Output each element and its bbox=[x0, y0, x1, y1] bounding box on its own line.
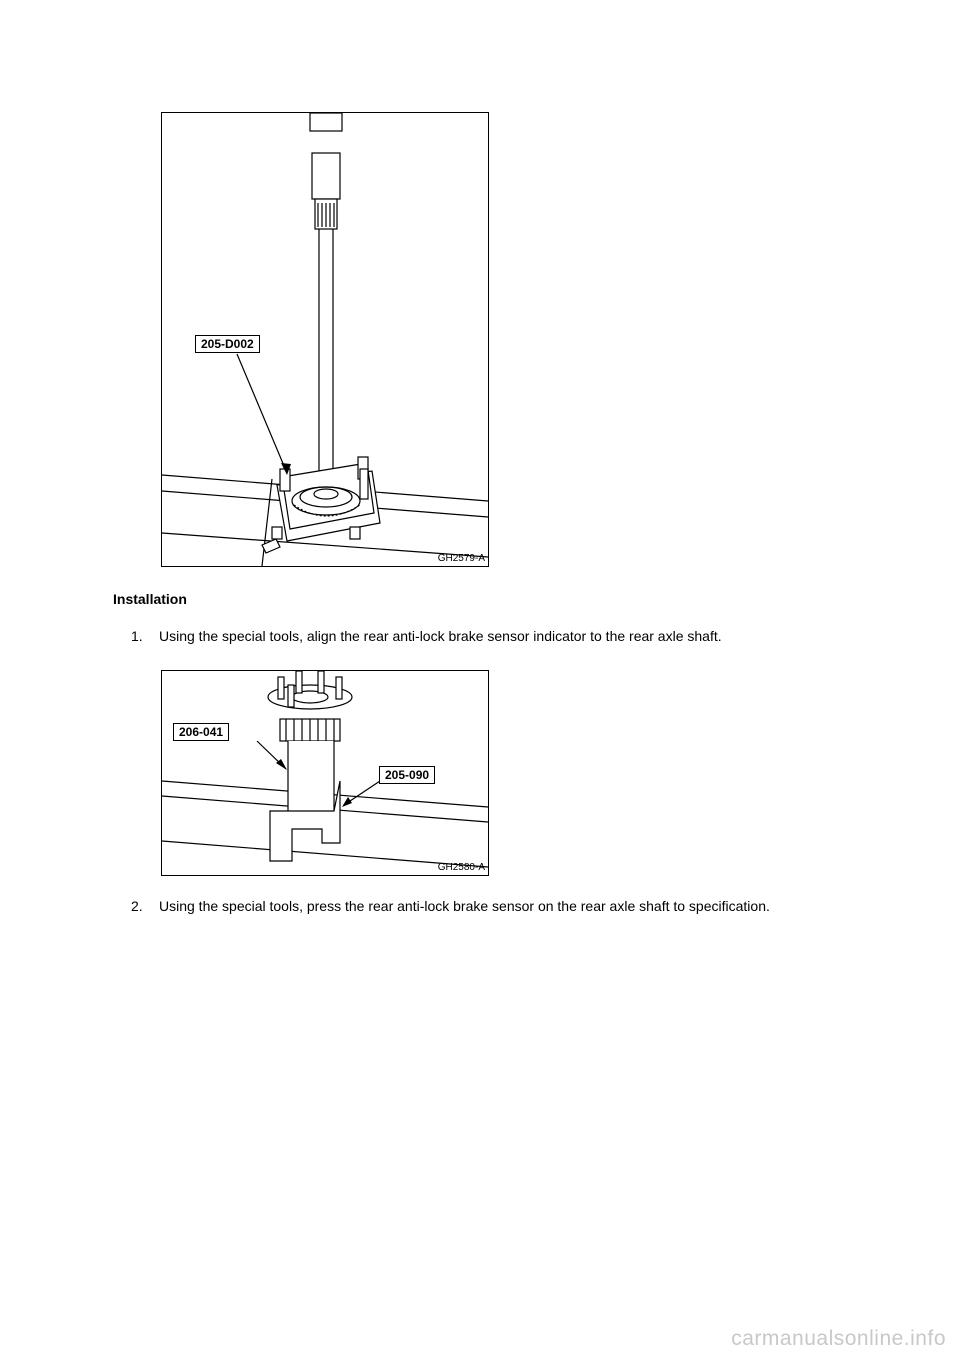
callout-206-041: 206-041 bbox=[173, 723, 229, 741]
watermark: carmanualsonline.info bbox=[731, 1327, 946, 1350]
illustration-sensor-press bbox=[162, 671, 488, 875]
step-text: Using the special tools, align the rear anti-lock brake sensor indicator to the rear axle shaft. bbox=[159, 628, 722, 644]
figure-bearing-removal bbox=[161, 112, 489, 567]
figure-id-label: GH2579-A bbox=[437, 553, 485, 564]
section-heading: Installation bbox=[113, 591, 187, 607]
callout-205-090: 205-090 bbox=[379, 766, 435, 784]
figure-id-label: GH2580-A bbox=[437, 862, 485, 873]
step-text: Using the special tools, press the rear anti-lock brake sensor on the rear axle shaft to specification. bbox=[159, 898, 770, 914]
step-number: 2. bbox=[131, 898, 143, 914]
figure-sensor-alignment bbox=[161, 670, 489, 876]
step-number: 1. bbox=[131, 628, 143, 644]
callout-205-d002: 205-D002 bbox=[195, 335, 260, 353]
